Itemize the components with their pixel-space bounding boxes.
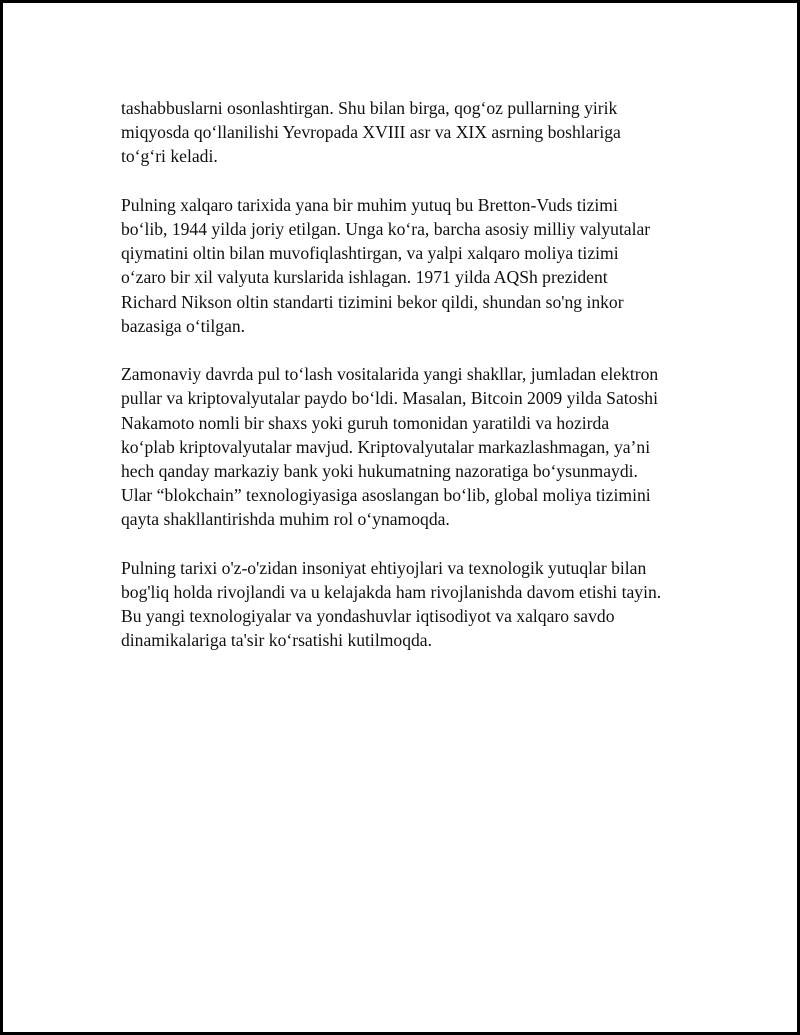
paragraph-1 — [121, 96, 701, 169]
text-line: tashabbuslarni osonlashtirgan. Shu bilan birga, qog‘oz pullarning yirik — [121, 98, 618, 118]
text-line: miqyosda qo‘llanilishi Yevropada XVIII asr va XIX asrning boshlariga — [121, 122, 621, 143]
text-line: bazasiga o‘tilgan. — [121, 315, 246, 336]
text-line: Bu yangi texnologiyalar va yondashuvlar iqtisodiyot va xalqaro savdo — [121, 606, 615, 627]
text-line: bo‘lib, 1944 yilda joriy etilgan. Unga ko‘ra, barcha asosiy milliy valyutalar — [121, 219, 651, 239]
text-line: Ular “blokchain” texnologiyasiga asoslangan bo‘lib, global moliya tizimini — [121, 485, 651, 506]
text-line: qiymatini oltin bilan muvofiqlashtirgan, va yalpi xalqaro moliya tizimi — [121, 243, 619, 264]
text-line: Nakamoto nomli bir shaxs yoki guruh tomonidan yaratildi va hozirda — [121, 412, 610, 433]
text-line: qayta shakllantirishda muhim rol o‘ynamoqda. — [121, 509, 450, 530]
text-line: to‘g‘ri keladi. — [121, 146, 218, 167]
paragraph-2 — [121, 193, 701, 338]
text-line: dinamikalariga ta'sir ko‘rsatishi kutilmoqda. — [121, 630, 432, 651]
text-line: o‘zaro bir xil valyuta kurslarida ishlagan. 1971 yilda AQSh prezident — [121, 267, 608, 288]
text-line: Pulning xalqaro tarixida yana bir muhim yutuq bu Bretton-Vuds tizimi — [121, 194, 618, 215]
document-body — [121, 96, 701, 677]
paragraph-3 — [121, 362, 701, 531]
paragraph-4 — [121, 556, 701, 653]
text-line: bog'liq holda rivojlandi va u kelajakda ham rivojlanishda davom etishi tayin. — [121, 582, 662, 603]
text-line: Richard Nikson oltin standarti tizimini bekor qildi, shundan so'ng inkor — [121, 291, 624, 312]
text-line: Zamonaviy davrda pul to‘lash vositalarida yangi shakllar, jumladan elektron — [121, 364, 659, 385]
text-line: hech qanday markaziy bank yoki hukumatning nazoratiga bo‘ysunmaydi. — [121, 461, 638, 482]
text-line: ko‘plab kriptovalyutalar mavjud. Kriptovalyutalar markazlashmagan, ya’ni — [121, 436, 651, 457]
text-line: pullar va kriptovalyutalar paydo bo‘ldi. Masalan, Bitcoin 2009 yilda Satoshi — [121, 388, 658, 409]
text-line: Pulning tarixi o'z-o'zidan insoniyat ehtiyojlari va texnologik yutuqlar bilan — [121, 557, 647, 578]
